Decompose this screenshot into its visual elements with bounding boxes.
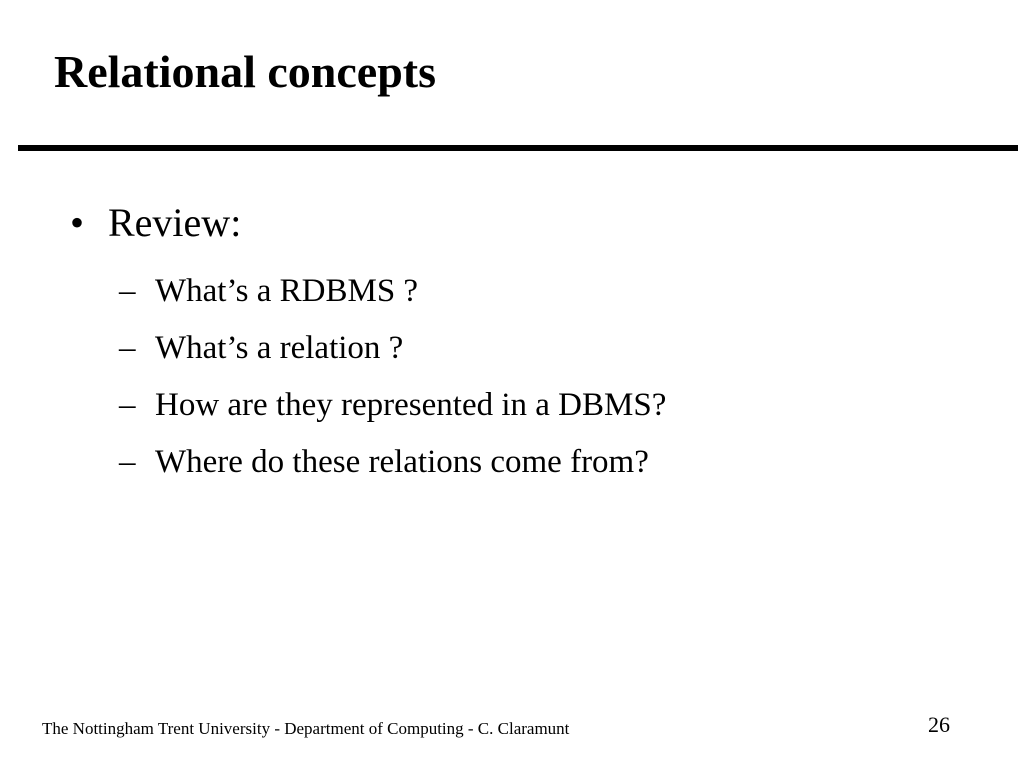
sub-bullet-item [119,434,666,491]
sub-bullet-item [119,377,666,434]
sub-bullet-text: How are they represented in a DBMS? [155,387,667,423]
sub-bullet-marker: – [119,273,136,309]
sub-bullet-marker: – [119,387,136,423]
bullet-marker: • [70,199,85,245]
bullet-review [70,199,241,245]
bullet-text: Review: [108,199,242,245]
slide-footer: The Nottingham Trent University - Department of Computing - C. Claramunt [42,719,570,738]
sub-bullet-marker: – [119,444,136,480]
page-number: 26 [928,712,950,737]
sub-bullet-text: What’s a relation ? [155,330,404,366]
sub-bullet-text: Where do these relations come from? [155,444,649,480]
sub-bullet-text: What’s a RDBMS ? [155,273,419,309]
sub-bullet-item [119,263,666,320]
slide-title: Relational concepts [54,46,437,97]
sub-bullet-marker: – [119,330,136,366]
title-divider [18,145,1018,151]
sub-bullet-item [119,320,666,377]
sub-bullet-list [119,263,666,491]
